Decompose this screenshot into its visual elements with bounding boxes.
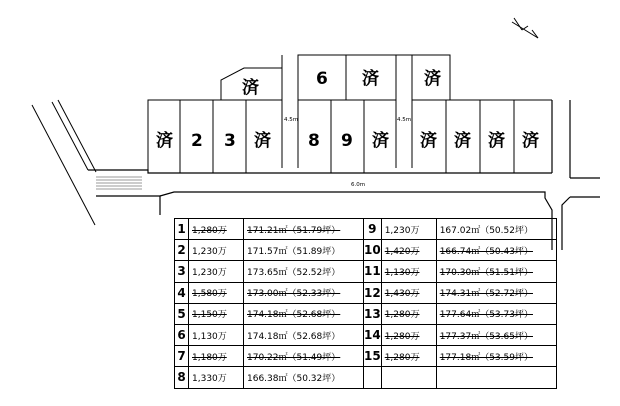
right-lot-number-cell (364, 303, 382, 324)
left-area: 174.18㎡（52.68坪） (247, 331, 341, 342)
lot-10-label: 済 (372, 131, 389, 151)
left-lot-number-cell (175, 219, 189, 240)
left-area: 174.18㎡（52.68坪） (247, 310, 341, 321)
right-area: 166.74㎡（50.43坪） (439, 246, 533, 257)
left-no: 1 (177, 222, 186, 237)
left-area: 170.22㎡（51.49坪） (247, 352, 341, 363)
left-area-cell (244, 282, 364, 303)
left-lot-number-cell (175, 346, 189, 367)
right-no: 10 (364, 243, 381, 258)
right-area: 177.18㎡（53.59坪） (439, 352, 533, 363)
left-price: 1,230万 (192, 246, 227, 257)
right-price-cell (381, 367, 436, 388)
left-price-cell (189, 219, 244, 240)
left-area-cell (244, 346, 364, 367)
left-lot-number-cell (175, 261, 189, 282)
lot-2-label: 2 (191, 131, 203, 151)
left-price-cell (189, 261, 244, 282)
right-area-cell (436, 261, 556, 282)
lot-3-label: 3 (224, 131, 236, 151)
right-lot-number-cell (364, 282, 382, 303)
lot-6-label: 6 (316, 69, 328, 89)
left-area: 173.00㎡（52.33坪） (247, 289, 341, 300)
right-price: 1,430万 (384, 289, 420, 300)
left-price: 1,330万 (192, 373, 227, 384)
right-lot-number-cell (364, 367, 382, 388)
left-area-cell (244, 303, 364, 324)
right-lot-number-cell (364, 346, 382, 367)
left-lot-number-cell (175, 240, 189, 261)
right-price-cell (381, 303, 436, 324)
lot-8-label: 8 (308, 131, 320, 151)
table-row (175, 219, 557, 240)
lot-12-label: 済 (454, 131, 471, 151)
left-price-cell (189, 282, 244, 303)
table-row (175, 282, 557, 303)
left-area-cell (244, 219, 364, 240)
table-row (175, 303, 557, 324)
road-crosswalk (96, 177, 142, 189)
right-area-cell (436, 303, 556, 324)
left-area-cell (244, 367, 364, 388)
right-area-cell (436, 240, 556, 261)
right-no: 13 (364, 306, 381, 321)
left-area-cell (244, 324, 364, 345)
right-price-cell (381, 282, 436, 303)
lot-14-label: 済 (522, 131, 539, 151)
right-price: 1,230万 (384, 225, 420, 236)
right-lot-number-cell (364, 240, 382, 261)
right-price-cell (381, 346, 436, 367)
lot-1-label: 済 (156, 131, 173, 151)
right-price-cell (381, 324, 436, 345)
right-area-cell (436, 324, 556, 345)
lot-5-label: 済 (242, 78, 259, 98)
right-area: 174.31㎡（52.72坪） (439, 289, 533, 300)
right-price: 1,280万 (384, 310, 420, 321)
table-row (175, 240, 557, 261)
table-row (175, 261, 557, 282)
left-area: 171.21㎡（51.79坪） (247, 225, 341, 236)
left-road (32, 100, 96, 225)
right-area: 170.30㎡（51.51坪） (439, 267, 533, 278)
road-width-side-a: 4.5m (284, 117, 299, 123)
lot-11-label: 済 (420, 131, 437, 151)
lot-4-label: 済 (254, 131, 271, 151)
left-price: 1,130万 (192, 331, 227, 342)
table-row (175, 346, 557, 367)
right-lot-number-cell (364, 324, 382, 345)
right-price: 1,280万 (384, 331, 420, 342)
right-no: 14 (364, 328, 381, 343)
left-price: 1,180万 (192, 352, 227, 363)
right-lot-number-cell (364, 261, 382, 282)
right-price: 1,420万 (384, 246, 420, 257)
left-price-cell (189, 346, 244, 367)
left-area: 166.38㎡（50.32坪） (247, 373, 341, 384)
left-price-cell (189, 240, 244, 261)
price-table (174, 218, 557, 389)
left-price: 1,580万 (192, 289, 227, 300)
left-lot-number-cell (175, 282, 189, 303)
lot-7-label: 済 (362, 69, 379, 89)
left-price: 1,280万 (192, 225, 227, 236)
left-no: 3 (177, 264, 186, 279)
right-area-cell (436, 346, 556, 367)
road-width-side-b: 4.5m (397, 117, 412, 123)
left-area: 173.65㎡（52.52坪） (247, 267, 341, 278)
right-price: 1,280万 (384, 352, 420, 363)
right-price-cell (381, 261, 436, 282)
right-lot-number-cell (364, 219, 382, 240)
right-area: 167.02㎡（50.52坪） (439, 225, 533, 236)
left-area-cell (244, 240, 364, 261)
left-area-cell (244, 261, 364, 282)
road-width-main: 6.0m (351, 182, 366, 188)
left-lot-number-cell (175, 324, 189, 345)
north-arrow-icon (512, 18, 538, 38)
right-price: 1,130万 (384, 267, 420, 278)
lot-15-label: 済 (424, 69, 441, 89)
right-no: 12 (364, 285, 381, 300)
right-no: 15 (364, 349, 381, 364)
right-price-cell (381, 240, 436, 261)
left-no: 8 (177, 370, 186, 385)
left-area: 171.57㎡（51.89坪） (247, 246, 341, 257)
right-area-cell (436, 282, 556, 303)
table-row (175, 367, 557, 388)
right-area-cell (436, 219, 556, 240)
left-no: 5 (177, 306, 186, 321)
right-no: 11 (364, 264, 381, 279)
lot-9-label: 9 (341, 131, 353, 151)
left-price: 1,230万 (192, 267, 227, 278)
lot-13-label: 済 (488, 131, 505, 151)
right-area: 177.37㎡（53.65坪） (439, 331, 533, 342)
right-no: 9 (368, 222, 377, 237)
left-price-cell (189, 367, 244, 388)
table-row (175, 324, 557, 345)
left-lot-number-cell (175, 303, 189, 324)
right-area: 177.64㎡（53.73坪） (439, 310, 533, 321)
left-no: 7 (177, 349, 186, 364)
left-lot-number-cell (175, 367, 189, 388)
left-price-cell (189, 324, 244, 345)
right-price-cell (381, 219, 436, 240)
left-no: 4 (177, 285, 186, 300)
left-no: 6 (177, 328, 186, 343)
left-price-cell (189, 303, 244, 324)
right-area-cell (436, 367, 556, 388)
left-no: 2 (177, 243, 186, 258)
left-price: 1,150万 (192, 310, 227, 321)
